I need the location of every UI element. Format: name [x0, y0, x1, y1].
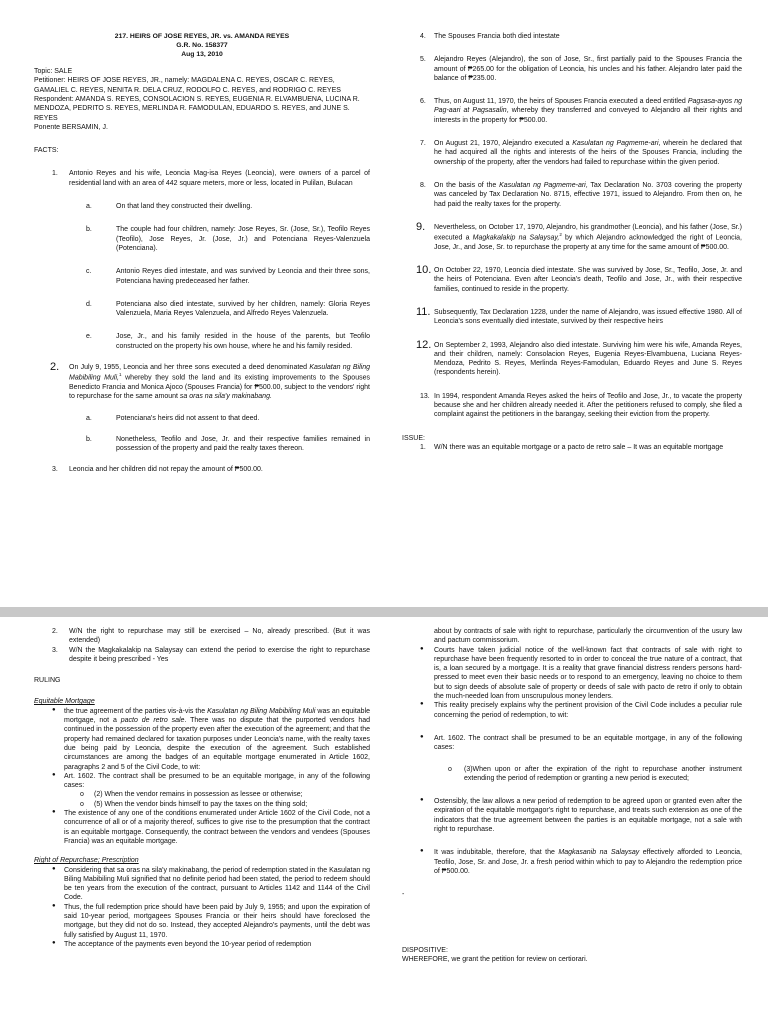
issue-item-1 — [402, 443, 742, 452]
fact-item-2: 2. On July 9, 1955, Leoncia and her three sons executed a deed denominated Kasulatan ng Biling Mabibiling Muli,$^1$ whereby they sold the land and its existing improvements to the Spouses Benedicto Francia and Monica Ajoco (Spouses Francia) for ₱500.00, subject to the vendors' right to repurchase for the same amount sa oras na sila'y makinabang. — [50, 361, 370, 401]
topic: Topic: SALE — [34, 68, 73, 76]
fact-text: Thus, on August 11, 1970, the heirs of Spouses Francia executed a deed entitled — [434, 98, 688, 106]
fact-sub-e — [34, 332, 370, 351]
ruling-bullet-9 — [402, 734, 742, 753]
equitable-mortgage-heading: Equitable Mortgage — [34, 698, 95, 706]
fact-number: 1. — [52, 170, 58, 178]
ruling-bullet-5 — [34, 903, 370, 940]
sub-text: The couple had four children, namely: Jose Reyes, Sr. (Jose, Sr.), Teofilo Reyes (Teofilo), Jose Reyes, Jr. (Jose, Jr.) and Potenciana Reyes-Valenzuela (Potenciana). — [116, 226, 370, 252]
bullet-text: Thus, the full redemption price should have been paid by July 9, 1955; and upon the expiration of said 10-year period, mortgagees Spouses Francia or their heirs should have foreclosed the mortgage, but they did not do so. Instead, they accepted Alejandro's payments, until the debt was fully satisfied by August 11, 1970. — [64, 903, 370, 939]
sub-text: Potenciana also died intestate, survived by her children, namely: Gloria Reyes Valenzuela, Maria Reyes Valenzuela, and Alfredo Reyes Valenzuela. — [116, 300, 370, 318]
sub-letter: c. — [86, 268, 92, 276]
fact-number: 13. — [420, 392, 430, 400]
ruling-bullet-1 — [34, 707, 370, 772]
bullet-text-cont: . There was no dispute that the purported vendors had continued in the possession of the property even after the execution of the agreement; and that the property had remained declared for taxation purposes under Leoncia's name, with the realty taxes due being paid by Leoncia, despite the execution of the agreement. Such established circumstances are among the badges of an equitable mortgage enumerated in Article 1602, paragraphs 2 and 5 of the Civil Code, to wit: — [64, 717, 371, 771]
bullet-text-cont: was an equitable mortgage, not a — [64, 707, 371, 725]
bullet-text: Ostensibly, the law allows a new period of redemption to be agreed upon or granted even after the expiration of the equitable mortgagor's right to repurchase, and treats such extension as one of the indicators that the true agreement between the parties is an equitable mortgage, not a sale with right to repurchase. — [434, 798, 742, 834]
case-title-line: 217. HEIRS OF JOSE REYES, JR. vs. AMANDA REYES — [114, 33, 290, 40]
issue-number: 1. — [420, 443, 426, 451]
fact-item-11 — [402, 305, 742, 327]
case-number: G.R. No. 158377 — [176, 42, 228, 50]
issue-item-3 — [34, 646, 370, 665]
fact-item-4 — [402, 32, 742, 41]
fact-sub-2b — [34, 435, 370, 454]
fact-item-1 — [34, 169, 370, 188]
sale-term: pacto de retro sale — [120, 717, 185, 725]
sub-text: Nonetheless, Teofilo and Jose, Jr. and their respective families remained in possession of the property and paid the realty taxes thereon. — [116, 435, 370, 453]
fact-number: 12. — [416, 338, 432, 351]
fact-item-8 — [402, 181, 742, 209]
fact-sub-2a — [34, 414, 370, 423]
respondent: Respondent: AMANDA S. REYES, CONSOLACION S. REYES, EUGENIA R. ELVAMBUENA, LUCINA R. MENDOZA, PEDRITO S. REYES, MERLINDA R. FAMODULAN, EDUARDO S. REYES, and JUNE S. REYES — [34, 95, 360, 122]
bullet-text: Art. 1602. The contract shall be presumed to be an equitable mortgage, in any of the following cases: — [64, 772, 370, 790]
bullet-text: Considering that sa oras na sila'y makinabang, the period of redemption stated in the Kasulatan ng Biling Mabibiling Muli signified that no definite period had been stated, the period to redeem should be ten years from the execution of the contract, pursuant to Articles 1142 and 1144 of the Civil Code. — [64, 866, 370, 902]
sub-item-5 — [34, 800, 370, 809]
sub-text: Antonio Reyes died intestate, and was survived by Leoncia and their three sons, Potenciana having predeceased her father. — [116, 268, 370, 285]
issue-text: W/N the Magkakalakip na Salaysay can extend the period to exercise the right to repurchase despite it being prescribed - Yes — [69, 646, 370, 663]
sub-text: Potenciana's heirs did not assent to that deed. — [116, 414, 260, 422]
sub-text: (5) When the vendor binds himself to pay the taxes on the thing sold; — [94, 800, 308, 808]
sub-letter: d. — [86, 300, 92, 308]
fact-text: On July 9, 1955, Leoncia and her three sons executed a deed denominated — [69, 364, 310, 372]
fact-item-7 — [402, 139, 742, 167]
sub-text: Jose, Jr., and his family resided in the house of the parents, but Teofilo constructed on the property his own house, where he and his family resided. — [116, 333, 370, 350]
sub-letter: e. — [86, 333, 92, 341]
ruling-bullet-11 — [402, 848, 742, 876]
ponente: Ponente BERSAMIN, J. — [34, 123, 108, 131]
fact-number: 3. — [52, 466, 58, 474]
fact-text: Antonio Reyes and his wife, Leoncia Mag-isa Reyes (Leoncia), were owners of a parcel of residential land with an area of 442 square meters, more or less, located in Pulilan, Bulacan — [69, 170, 370, 187]
right-column — [402, 617, 742, 964]
petitioner: Petitioner: HEIRS OF JOSE REYES, JR., namely: MAGDALENA C. REYES, OSCAR C. REYES, GAMALIEL C. REYES, NENITA R. DELA CRUZ, RODOLFO C. REYES, and RODRIGO C. REYES — [34, 77, 341, 94]
fact-text: On September 2, 1993, Alejandro also died intestate. Surviving him were his wife, Amanda Reyes, and their children, namely: Consolacion Reyes, Eugenia Reyes-Elvambuena, Luciana Reyes-Mendoza, Pedrito S. Reyes, Merlinda Reyes-Famodulan, Eduardo Reyes and June S. Reyes (respondents herein). — [434, 341, 742, 377]
sub-text: (2) When the vendor remains in possession as lessee or otherwise; — [94, 791, 303, 799]
issue-number: 3. — [52, 646, 58, 654]
fact-number: 10. — [416, 264, 432, 277]
fact-item-10 — [402, 266, 742, 294]
bullet-text: The acceptance of the payments even beyond the 10-year period of redemption — [64, 940, 312, 948]
fact-number: 11. — [416, 305, 431, 318]
fact-text: Subsequently, Tax Declaration 1228, under the name of Alejandro, was issued effective 1980. All of Leoncia's sons eventually died intestate, survived by their respective heirs — [434, 308, 742, 326]
dispositive-heading: DISPOSITIVE: — [402, 946, 448, 954]
fact-text: In 1994, respondent Amanda Reyes asked the heirs of Teofilo and Jose, Jr., to vacate the property because she and her children already needed it. After the petitioners refused to comply, she filed a complaint against the petitioners in the barangay, seeking their eviction from the property. — [434, 392, 742, 419]
left-column — [34, 617, 370, 949]
ruling-bullet-4 — [34, 866, 370, 903]
fact-number: 6. — [420, 98, 426, 106]
ruling-bullet-6 — [34, 940, 370, 949]
fact-text-cont: , wherein he declared that he had acquired all the rights and interests of the heirs of the Spouses Francia, including the ownership of the property, after the vendors had failed to repurchase within the given period. — [434, 140, 742, 166]
fact-text: Nevertheless, on October 17, 1970, Alejandro, his grandmother (Leoncia), and his father (Jose, Sr.) executed a — [434, 223, 742, 242]
case-date: Aug 13, 2010 — [181, 51, 223, 59]
fact-text: On August 21, 1970, Alejandro executed a — [434, 140, 573, 148]
deed-name: Kasulatan ng Biling Mabibiling Muli — [207, 707, 316, 715]
case-title — [34, 32, 370, 59]
fact-number: 2. — [50, 361, 60, 374]
fact-item-13 — [402, 392, 742, 420]
fact-number: 8. — [420, 181, 426, 189]
ruling-bullet-2 — [34, 772, 370, 791]
right-column — [402, 0, 742, 452]
fact-sub-c — [34, 267, 370, 286]
issue-text: W/N there was an equitable mortgage or a pacto de retro sale – It was an equitable mortgage — [434, 443, 724, 451]
fact-text: On the basis of the — [434, 181, 500, 189]
ruling-bullet-8 — [402, 701, 742, 720]
ruling-bullet-10 — [402, 797, 742, 834]
left-column — [34, 0, 370, 475]
fact-text-cont: by which Alejandro acknowledged the right of Leoncia, Jose, Jr., and Jose, Sr. to repurchase the property at any time for the same amount of ₱500.00. — [434, 234, 742, 251]
fact-number: 4. — [420, 33, 426, 40]
sub-text: (3)When upon or after the expiration of the right to repurchase another instrument extending the period of redemption or granting a new period is executed; — [464, 765, 742, 782]
bullet-text: The existence of any one of the conditions enumerated under Article 1602 of the Civil Code, not a concurrence of all or of a majority thereof, suffices to give rise to the presumption that the contract is an equitable mortgage. Consequently, the contract between the vendors and vendees (Spouses Francia) was an equitable mortgage. — [64, 810, 370, 845]
deed-name: Kasulatan ng Pagmeme-ari — [572, 140, 659, 148]
page-divider — [0, 607, 768, 617]
fact-text: Alejandro Reyes (Alejandro), the son of Jose, Sr., first partially paid to the Spouses Francia the amount of ₱265.00 for the obligation of Leoncia, his uncles and his father. Alejandro later paid the balance of ₱235.00. — [434, 56, 742, 82]
ruling-bullet-7 — [402, 646, 742, 702]
sub-item-3 — [402, 765, 742, 784]
fact-text-cont: whereby they sold the land and its existing improvements to the Spouses Benedicto Francia and Monica Ajoco (Spouses Francia) for ₱500.00, subject to the vendors' right to repurchase for the same amount — [69, 374, 370, 401]
sub-letter: a. — [86, 414, 92, 422]
fact-item-12 — [402, 338, 742, 378]
facts-heading: FACTS: — [34, 147, 59, 155]
issue-number: 2. — [52, 628, 58, 635]
issue-item-2 — [34, 627, 370, 646]
deed-name: Pagsasa-ayos ng Pag-aari at Pagsasalin — [434, 98, 742, 115]
deed-name: Magkasanib na Salaysay — [558, 849, 640, 857]
deed-phrase: sa oras na sila'y makinabang. — [179, 393, 272, 401]
bullet-text: the true agreement of the parties vis-à-vis the — [64, 707, 208, 715]
right-of-repurchase-heading: Right of Repurchase; Prescription — [34, 857, 139, 865]
bullet-text: It was indubitable, therefore, that the — [434, 849, 559, 857]
fact-text: On October 22, 1970, Leoncia died intestate. She was survived by Jose, Sr., Teofilo, Jose, Jr. and the heirs of Potenciana. Even after Leoncia's death, Teofilo and Jose, Jr., with their respective families, continued to reside in the property. — [434, 267, 742, 293]
dash-mark: - — [402, 891, 405, 899]
sub-letter: a. — [86, 203, 92, 211]
sub-letter: b. — [86, 435, 92, 443]
fact-number: 9. — [416, 220, 426, 233]
fact-sub-b — [34, 225, 370, 253]
sub-letter: b. — [86, 226, 92, 234]
fact-item-5 — [402, 55, 742, 83]
bullet-text-cont: effectively afforded to Leoncia, Teofilo, Jose, Sr. and Jose, Jr. a fresh period within which to pay to Alejandro the redemption price of ₱500.00. — [434, 849, 743, 875]
fact-number: 7. — [420, 140, 426, 148]
fact-number: 5. — [420, 56, 426, 64]
ruling-heading: RULING — [34, 677, 61, 685]
bullet-text: This reality precisely explains why the pertinent provision of the Civil Code includes a peculiar rule concerning the period of redemption, to wit: — [434, 702, 742, 719]
fact-text-cont: , whereby they transferred and conveyed to Alejandro all their rights and interests in the property for ₱500.00. — [434, 107, 743, 124]
deed-name: Magkakalakip na Salaysay, — [472, 234, 560, 242]
case-meta — [34, 67, 370, 132]
dispositive-text: WHEREFORE, we grant the petition for review on certiorari. — [402, 955, 588, 963]
continued-text: about by contracts of sale with right to repurchase, particularly the circumvention of the usury law and pactum commissorium. — [434, 628, 742, 645]
bullet-text: Art. 1602. The contract shall be presumed to be an equitable mortgage, in any of the following cases: — [434, 734, 742, 752]
ruling-bullet-3 — [34, 809, 370, 846]
fact-sub-d — [34, 300, 370, 319]
deed-name: Kasulatan ng Pagmeme-ari — [499, 181, 586, 189]
fact-text: The Spouses Francia both died intestate — [434, 33, 560, 40]
fact-text-cont: , Tax Declaration No. 3703 covering the property was canceled by Tax Declaration No. 8715, effective 1971, issued to Alejandro. From then on, he had paid the realty taxes for the property. — [434, 181, 743, 208]
issue-heading: ISSUE: — [402, 434, 425, 442]
fact-sub-a — [34, 202, 370, 211]
sub-item-2 — [34, 790, 370, 799]
sub-text: On that land they constructed their dwelling. — [116, 203, 253, 211]
page-2 — [0, 617, 768, 1024]
fact-item-9: 9. Nevertheless, on October 17, 1970, Alejandro, his grandmother (Leoncia), and his father (Jose, Sr.) executed a Magkakalakip na Salaysay,$^2$ by which Alejandro acknowledged the right of Leoncia, Jose, Jr., and Jose, Sr. to repurchase the property at any time for the same amount of ₱500.00. — [416, 220, 742, 251]
fact-item-6 — [402, 97, 742, 125]
bullet-text: Courts have taken judicial notice of the well-known fact that contracts of sale with right to repurchase have been frequently resorted to in order to conceal the true nature of a contract, that is, a loan secured by a mortgage. It is a reality that grave financial distress renders persons hard-pressed to meet even their basic needs or to respond to an emergency, leaving no choice to them but to sign deeds of absolute sale of property or deeds of sale with pacto de retro if only to obtain the much-needed loan from unscrupulous money lenders. — [434, 646, 742, 701]
fact-text: Leoncia and her children did not repay the amount of ₱500.00. — [69, 466, 263, 474]
fact-item-3 — [34, 465, 370, 474]
deed-name: Kasulatan ng Biling Mabibiling Muli, — [69, 364, 370, 382]
issue-text: W/N the right to repurchase may still be exercised – No, already prescribed. (But it was extended) — [69, 628, 370, 645]
